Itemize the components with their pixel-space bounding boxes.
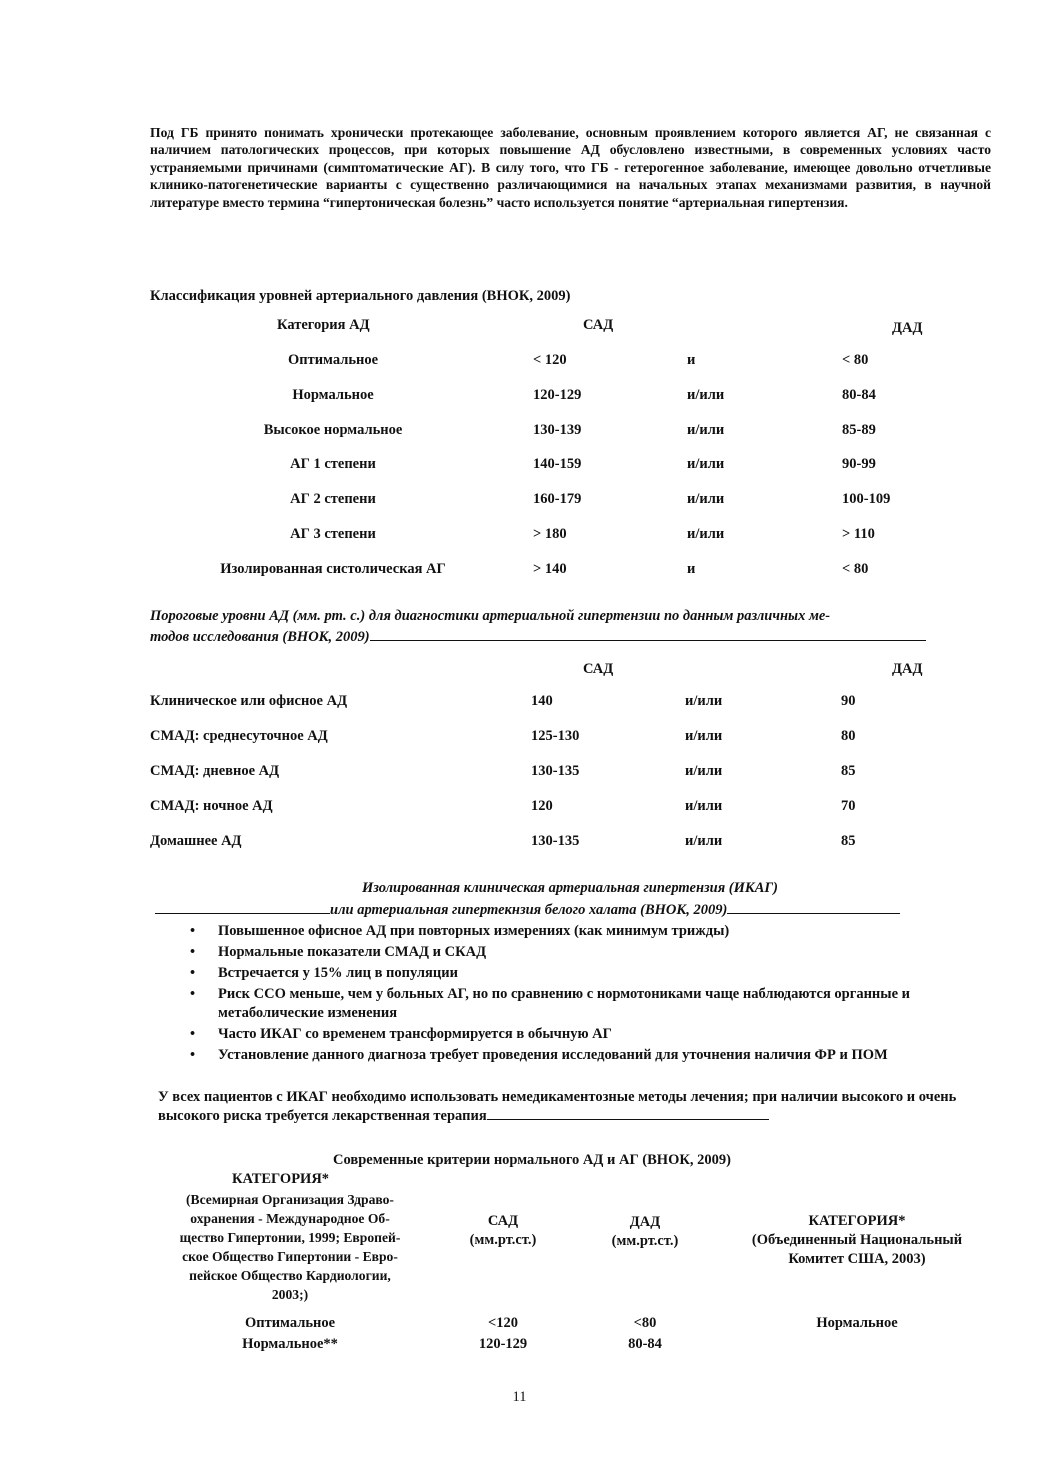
table1-cell-sad: 140-159 xyxy=(533,456,582,472)
table3-title: Современные критерии нормального АД и АГ (ВНОК, 2009) xyxy=(333,1152,731,1168)
table3-cell-category: Нормальное** xyxy=(242,1336,338,1352)
ikag-bullet-list xyxy=(190,922,990,1067)
bullet-icon: • xyxy=(190,944,196,961)
table1-cell-category: Оптимальное xyxy=(287,352,379,368)
table3-col3-line: ДАД xyxy=(629,1214,661,1230)
list-item-text: Установление данного диагноза требует проведения исследований для уточнения наличия ФР и ПОМ xyxy=(218,1046,888,1063)
table1-cell-sad: 120-129 xyxy=(533,387,582,403)
table1-cell-dad: < 80 xyxy=(842,561,869,577)
ikag-note xyxy=(158,1088,988,1126)
table1-cell-dad: > 110 xyxy=(842,526,875,542)
table2-cell-method: СМАД: дневное АД xyxy=(150,763,280,779)
bullet-icon: • xyxy=(190,986,196,1003)
table1-cell-conj: и/или xyxy=(687,456,725,472)
list-item xyxy=(190,1025,990,1044)
table1-cell-category: Нормальное xyxy=(292,387,374,403)
table3-cell-dad: <80 xyxy=(633,1315,657,1331)
table2-title-line1: Пороговые уровни АД (мм. рт. с.) для диагностики артериальной гипертензии по данным различных ме- xyxy=(150,608,831,624)
table1-cell-sad: 160-179 xyxy=(533,491,582,507)
table3-col1-line: 2003;) xyxy=(271,1287,309,1302)
table3-col4-header xyxy=(727,1212,987,1269)
table1-cell-sad: > 180 xyxy=(533,526,567,542)
table2-cell-conj: и/или xyxy=(685,728,723,744)
page-number: 11 xyxy=(512,1389,527,1405)
bullet-icon: • xyxy=(190,1046,196,1063)
table1-header-category: Категория АД xyxy=(277,317,370,333)
underline-rule xyxy=(487,1107,769,1120)
table1-cell-dad: < 80 xyxy=(842,352,869,368)
underline-rule xyxy=(370,628,926,641)
list-item xyxy=(190,943,990,962)
table2-cell-sad: 120 xyxy=(531,798,553,814)
table2-cell-conj: и/или xyxy=(685,798,723,814)
ikag-note-text: У всех пациентов с ИКАГ необходимо использовать немедикаментозные методы лечения; при наличии высокого и очень высокого риска требуется лекарственная терапия xyxy=(158,1089,957,1124)
underline-rule xyxy=(155,901,330,914)
table1-cell-dad: 80-84 xyxy=(842,387,876,403)
table2-cell-dad: 80 xyxy=(841,728,856,744)
table2-cell-conj: и/или xyxy=(685,763,723,779)
list-item xyxy=(190,922,990,941)
table3-col1-line: пейское Общество Кардиологии, xyxy=(189,1268,391,1283)
table2-cell-conj: и/или xyxy=(685,833,723,849)
table3-col4-line: Комитет США, 2003) xyxy=(788,1251,926,1267)
table3-cell-category: Оптимальное xyxy=(244,1315,336,1331)
table3-cell-sad: 120-129 xyxy=(478,1336,528,1352)
list-item xyxy=(190,964,990,983)
table1-title: Классификация уровней артериального давления (ВНОК, 2009) xyxy=(150,288,571,304)
list-item-text: Нормальные показатели СМАД и СКАД xyxy=(218,944,487,961)
table3-col2-line: (мм.рт.ст.) xyxy=(469,1232,537,1248)
bullet-icon: • xyxy=(190,923,196,939)
bullet-icon: • xyxy=(190,965,196,982)
table2-cell-method: СМАД: ночное АД xyxy=(150,798,273,814)
list-item-text: Встречается у 15% лиц в популяции xyxy=(218,965,458,982)
table1-header-dad: ДАД xyxy=(892,320,923,336)
table3-col3-header xyxy=(585,1213,705,1251)
table2-title-line2 xyxy=(150,628,926,646)
table2-cell-sad: 130-135 xyxy=(531,763,580,779)
table1-cell-category: АГ 1 степени xyxy=(290,456,376,472)
table3-col1-line: ское Общество Гипертонии - Евро- xyxy=(182,1249,398,1264)
table1-cell-category: Изолированная систолическая АГ xyxy=(220,561,446,577)
table1-cell-dad: 100-109 xyxy=(842,491,891,507)
table1-cell-conj: и/или xyxy=(687,526,725,542)
table3-col1-line: охранения - Международное Об- xyxy=(190,1211,390,1226)
table2-cell-conj: и/или xyxy=(685,693,723,709)
table3-cell-sad: <120 xyxy=(487,1315,518,1331)
table2-header-sad: САД xyxy=(583,661,614,677)
table1-cell-conj: и/или xyxy=(687,422,725,438)
table1-cell-dad: 85-89 xyxy=(842,422,876,438)
table2-cell-method: Домашнее АД xyxy=(150,833,242,849)
list-item-text: Часто ИКАГ со временем трансформируется в обычную АГ xyxy=(218,1025,612,1042)
table1-cell-sad: < 120 xyxy=(533,352,567,368)
table2-cell-dad: 85 xyxy=(841,763,856,779)
table1-cell-category: Высокое нормальное xyxy=(263,422,403,438)
table3-col2-header xyxy=(443,1212,563,1250)
table2-cell-dad: 90 xyxy=(841,693,856,709)
ikag-title-text: или артериальная гипертекнзия белого халата (ВНОК, 2009) xyxy=(330,902,728,918)
table3-col2-line: САД xyxy=(487,1213,519,1229)
table3-col3-line: (мм.рт.ст.) xyxy=(611,1233,679,1249)
intro-paragraph: Под ГБ принято понимать хронически протекающее заболевание, основным проявлением которого является АГ, не связанная с наличием патологических процессов, при которых повышение АД обусловлено известными, в современных условиях часто устраняемыми причинами (симптоматические АГ). В силу того, что ГБ - гетерогенное заболевание, имеющее довольно отчетливые клинико-патогенетические варианты с существенно различающимися на начальных этапах механизмами развития, в научной литературе вместо термина “гипертоническая болезнь” часто используется понятие “артериальная гипертензия. xyxy=(150,125,991,210)
table1-cell-category: АГ 2 степени xyxy=(290,491,376,507)
table3-col1-header xyxy=(155,1190,425,1304)
table1-cell-conj: и/или xyxy=(687,387,725,403)
table3-cell-dad: 80-84 xyxy=(628,1336,662,1352)
table2-cell-method: Клиническое или офисное АД xyxy=(150,693,348,709)
table2-header-dad: ДАД xyxy=(892,661,923,677)
table3-col1-line: щество Гипертонии, 1999; Европей- xyxy=(179,1230,401,1245)
table2-cell-sad: 130-135 xyxy=(531,833,580,849)
underline-rule xyxy=(727,901,900,914)
table1-cell-conj: и/или xyxy=(687,491,725,507)
list-item-text: Повышенное офисное АД при повторных измерениях (как минимум трижды) xyxy=(218,923,730,939)
table1-cell-sad: 130-139 xyxy=(533,422,582,438)
ikag-title-line2 xyxy=(155,901,900,919)
list-item xyxy=(190,985,990,1022)
table1-cell-dad: 90-99 xyxy=(842,456,876,472)
table2-cell-method: СМАД: среднесуточное АД xyxy=(150,728,328,744)
table3-cell-us-category: Нормальное xyxy=(816,1315,898,1331)
table2-cell-dad: 85 xyxy=(841,833,856,849)
table2-cell-sad: 125-130 xyxy=(531,728,580,744)
ikag-title-line1: Изолированная клиническая артериальная гипертензия (ИКАГ) xyxy=(361,880,779,896)
table1-cell-category: АГ 3 степени xyxy=(290,526,376,542)
table1-cell-conj: и xyxy=(687,352,696,368)
table3-col4-line: КАТЕГОРИЯ* xyxy=(808,1213,906,1229)
bullet-icon: • xyxy=(190,1025,196,1042)
table3-col1-line: (Всемирная Организация Здраво- xyxy=(186,1192,394,1207)
table2-cell-dad: 70 xyxy=(841,798,856,814)
table2-cell-sad: 140 xyxy=(531,693,553,709)
table1-cell-conj: и xyxy=(687,561,696,577)
table3-col1-title: КАТЕГОРИЯ* xyxy=(232,1171,330,1187)
table3-col4-line: (Объединенный Национальный xyxy=(751,1232,963,1248)
table2-title-text: тодов исследования (ВНОК, 2009) xyxy=(150,629,370,645)
list-item xyxy=(190,1046,990,1065)
table1-header-sad: САД xyxy=(583,317,614,333)
list-item-text: Риск ССО меньше, чем у больных АГ, но по сравнению с нормотониками чаще наблюдаются органные и метаболические изменения xyxy=(218,986,911,1021)
table1-cell-sad: > 140 xyxy=(533,561,567,577)
